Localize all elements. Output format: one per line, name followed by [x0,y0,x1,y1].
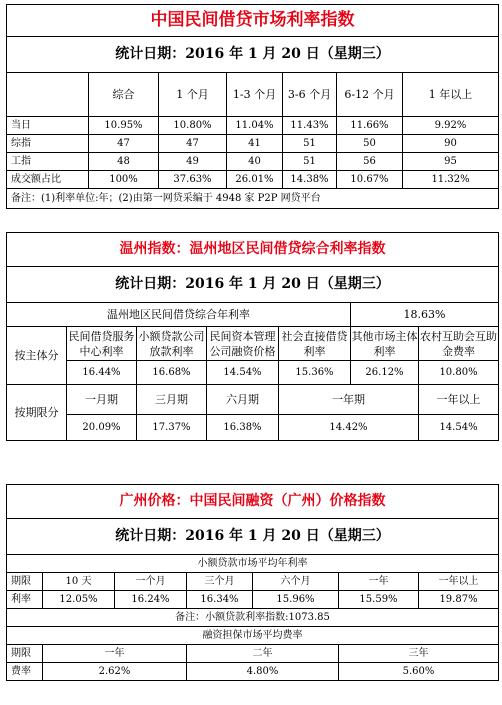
table-row [7,135,499,153]
table-cell: 10.67% [337,171,403,189]
row-label: 综指 [7,135,89,153]
entity-header: 小额贷款公司放款利率 [137,327,207,361]
table-cell: 51 [283,135,337,153]
china-private-lending-index-table [6,4,499,209]
table-cell: 9.92% [403,117,499,135]
table-row [7,117,499,135]
row-label: 工指 [7,153,89,171]
table-cell: 19.87% [419,591,499,609]
table-row [7,573,499,591]
table-cell: 50 [337,135,403,153]
column-header: 1-3 个月 [227,73,283,117]
table-cell: 100% [89,171,159,189]
table-cell: 16.38% [207,415,279,441]
column-header: 3-6 个月 [283,73,337,117]
guangzhou-index-table [6,484,499,681]
table-cell: 11.04% [227,117,283,135]
table-cell: 95 [403,153,499,171]
table-cell: 14.54% [207,361,279,385]
by-term-label: 按期限分 [7,385,67,441]
column-header: 6-12 个月 [337,73,403,117]
table-cell: 37.63% [159,171,227,189]
row-label: 期限 [7,645,43,663]
table-cell: 10.80% [159,117,227,135]
table-cell: 26.01% [227,171,283,189]
term-header: 一年以上 [419,385,499,415]
table-cell: 一年以上 [419,573,499,591]
table-cell: 48 [89,153,159,171]
section3-title: 广州价格：中国民间融资（广州）价格指数 [7,485,499,519]
section3-date: 统计日期：2016 年 1 月 20 日（星期三） [7,519,499,555]
table-cell: 41 [227,135,283,153]
table-row [7,663,499,681]
row-label: 当日 [7,117,89,135]
table-cell: 16.68% [137,361,207,385]
table-cell: 14.54% [419,415,499,441]
composite-rate-value: 18.63% [351,303,499,327]
wenzhou-index-table [6,232,499,441]
section1-date: 统计日期：2016 年 1 月 20 日（星期三） [7,37,499,73]
column-header: 1 年以上 [403,73,499,117]
section2-title: 温州指数：温州地区民间借贷综合利率指数 [7,233,499,267]
loan-note: 备注：小额贷款利率指数:1073.85 [7,609,499,627]
table-cell: 11.43% [283,117,337,135]
table-row [7,415,499,441]
table-cell: 26.12% [351,361,419,385]
section1-title: 中国民间借贷市场利率指数 [7,5,499,37]
guarantee-market-subtitle: 融资担保市场平均费率 [7,627,499,645]
table-cell: 17.37% [137,415,207,441]
table-row [7,591,499,609]
row-label: 成交额占比 [7,171,89,189]
term-header: 六月期 [207,385,279,415]
table-cell: 4.80% [187,663,339,681]
table-cell: 三个月 [187,573,253,591]
entity-header: 社会直接借贷利率 [279,327,351,361]
table-cell: 47 [89,135,159,153]
table-cell: 51 [283,153,337,171]
table-row [7,171,499,189]
table-cell: 三年 [339,645,499,663]
composite-rate-label: 温州地区民间借贷综合年利率 [7,303,351,327]
column-header: 综合 [89,73,159,117]
table-cell: 14.42% [279,415,419,441]
row-label: 费率 [7,663,43,681]
table-cell: 56 [337,153,403,171]
entity-header: 农村互助会互助金费率 [419,327,499,361]
table-cell: 49 [159,153,227,171]
table-cell: 5.60% [339,663,499,681]
row-label: 利率 [7,591,43,609]
table-cell: 一个月 [115,573,187,591]
table-cell: 40 [227,153,283,171]
by-entity-label: 按主体分 [7,327,67,385]
column-header: 1 个月 [159,73,227,117]
table-cell: 11.66% [337,117,403,135]
table-cell: 15.96% [253,591,339,609]
table-cell: 20.09% [67,415,137,441]
table-row [7,153,499,171]
table-cell: 10.95% [89,117,159,135]
section1-note: 备注：(1)利率单位:年；(2)由第一网贷采编于 4948 家 P2P 网贷平台 [7,189,499,209]
term-header: 三月期 [137,385,207,415]
entity-header: 民间借贷服务中心利率 [67,327,137,361]
table-row [7,361,499,385]
table-cell: 一年 [43,645,187,663]
table-cell: 47 [159,135,227,153]
table-cell: 12.05% [43,591,115,609]
table-cell: 16.34% [187,591,253,609]
table-row [7,645,499,663]
table-cell: 10.80% [419,361,499,385]
term-header: 一年期 [279,385,419,415]
table-cell: 15.36% [279,361,351,385]
table-cell: 一年 [339,573,419,591]
table-cell: 10 天 [43,573,115,591]
loan-market-subtitle: 小额贷款市场平均年利率 [7,555,499,573]
table-cell: 15.59% [339,591,419,609]
table-cell: 2.62% [43,663,187,681]
table-cell: 14.38% [283,171,337,189]
section2-date: 统计日期：2016 年 1 月 20 日（星期三） [7,267,499,303]
corner-cell [7,73,89,117]
table-cell: 六个月 [253,573,339,591]
table-cell: 11.32% [403,171,499,189]
entity-header: 民间资本管理公司融资价格 [207,327,279,361]
row-label: 期限 [7,573,43,591]
term-header: 一月期 [67,385,137,415]
table-cell: 16.24% [115,591,187,609]
entity-header: 其他市场主体利率 [351,327,419,361]
table-cell: 16.44% [67,361,137,385]
table-cell: 90 [403,135,499,153]
table-cell: 二年 [187,645,339,663]
